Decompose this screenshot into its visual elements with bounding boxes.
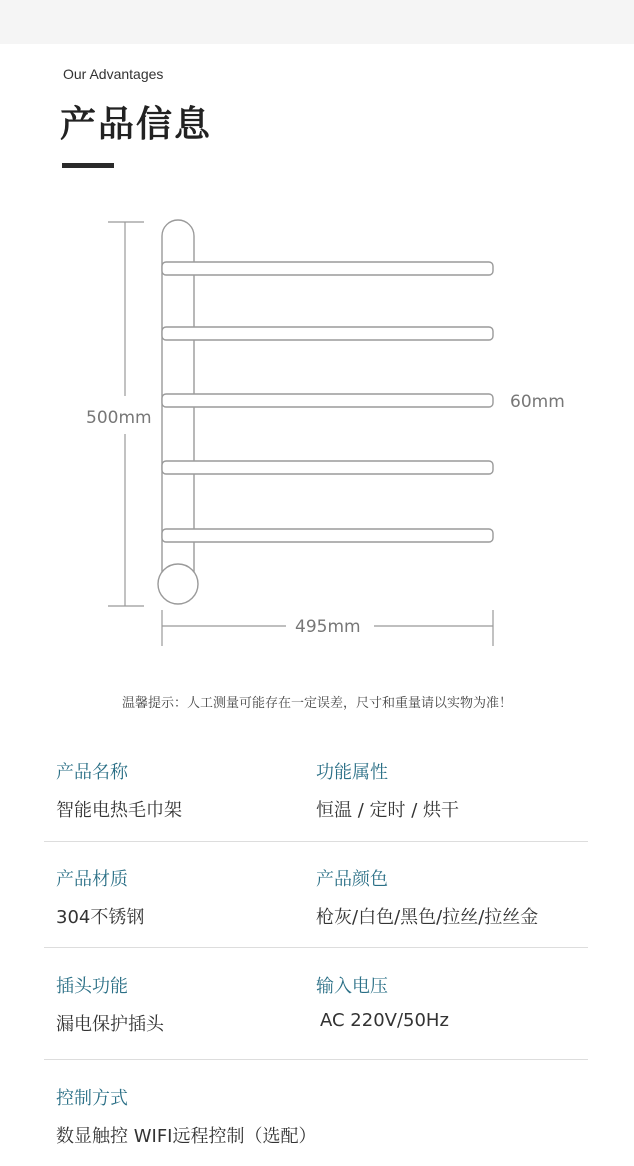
spec-label: 插头功能 (56, 976, 128, 997)
height-label: 500mm (86, 408, 152, 428)
spec-label: 控制方式 (56, 1088, 128, 1109)
divider (44, 947, 588, 948)
page-title: 产品信息 (60, 104, 213, 145)
rack-pole (162, 220, 194, 602)
width-label: 495mm (295, 617, 361, 637)
spec-value: 304不锈钢 (56, 907, 145, 928)
title-underline (62, 163, 114, 168)
spec-label: 输入电压 (316, 976, 388, 997)
divider (44, 1059, 588, 1060)
spec-value: 枪灰/白色/黑色/拉丝/拉丝金 (316, 907, 539, 928)
rack-bar (162, 529, 493, 542)
spec-value: 智能电热毛巾架 (56, 800, 182, 821)
spec-item-color (316, 865, 538, 929)
rack-bar (162, 394, 493, 407)
rack-bar (162, 327, 493, 340)
spec-item-plug (56, 972, 164, 1036)
spec-item-voltage (316, 972, 449, 1031)
rack-bar (162, 461, 493, 474)
spec-value: 漏电保护插头 (56, 1014, 164, 1035)
spec-item-material (56, 865, 144, 929)
spec-item-function (316, 758, 459, 822)
spec-label: 产品名称 (56, 762, 128, 783)
top-band (0, 0, 634, 44)
divider (44, 841, 588, 842)
section-eyebrow: Our Advantages (63, 66, 164, 82)
spec-label: 产品颜色 (316, 869, 388, 890)
spec-item-name (56, 758, 182, 822)
spec-item-control (56, 1084, 317, 1148)
towel-rack-diagram (0, 200, 634, 650)
bar-length-label: 60mm (510, 392, 565, 412)
rack-bar (162, 262, 493, 275)
measurement-notice: 温馨提示：人工测量可能存在一定误差，尺寸和重量请以实物为准！ (121, 696, 512, 711)
spec-value: 数显触控 WIFI远程控制（选配） (56, 1126, 317, 1147)
spec-value: AC 220V/50Hz (320, 1010, 449, 1031)
spec-value: 恒温 / 定时 / 烘干 (316, 800, 460, 821)
rack-base-knob (158, 564, 198, 604)
spec-label: 功能属性 (316, 762, 388, 783)
spec-label: 产品材质 (56, 869, 128, 890)
rack-bars (162, 262, 493, 542)
